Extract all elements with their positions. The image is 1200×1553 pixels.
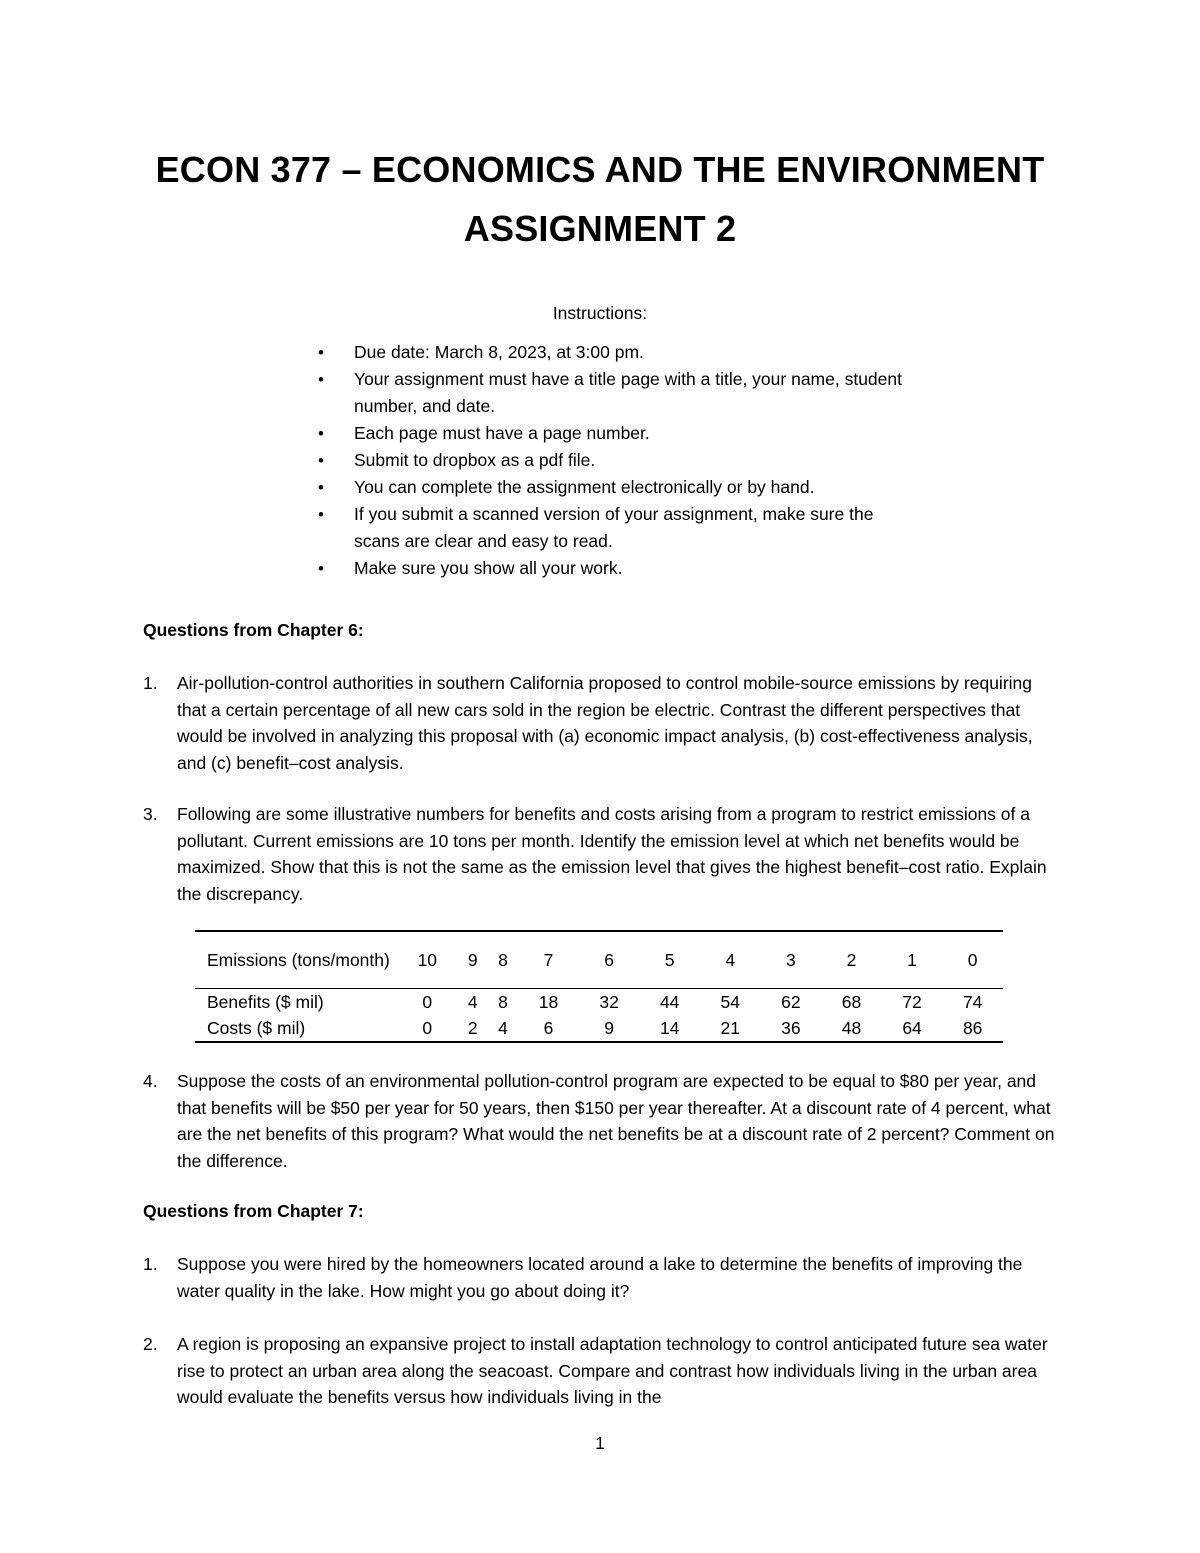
question-text: Following are some illustrative numbers for benefits and costs arising from a program to restrict emissions of a pollutant. Current emissions are 10 tons per month. Identify the emission level at which net benefits would be maximized. Show that this is not the same as the emission level that gives the highest benefit–cost ratio. Explain the discrepancy. bbox=[177, 804, 1047, 904]
table-cell: 2 bbox=[467, 1018, 478, 1038]
question-number: 1. bbox=[143, 1254, 158, 1274]
table-cell: 21 bbox=[720, 1018, 740, 1038]
table-cell: 8 bbox=[498, 992, 508, 1012]
chapter7-heading: Questions from Chapter 7: bbox=[143, 1201, 364, 1221]
instruction-item: • If you submit a scanned version of your assignment, make sure the scans are clear and easy to read. bbox=[314, 501, 914, 555]
costs-label: Costs ($ mil) bbox=[207, 1018, 306, 1038]
chapter6-heading: Questions from Chapter 6: bbox=[143, 620, 364, 640]
table-cell: 7 bbox=[518, 931, 579, 989]
instruction-item: • Make sure you show all your work. bbox=[314, 555, 914, 582]
page-number: 1 bbox=[595, 1433, 605, 1453]
ch6-question-4 bbox=[143, 1068, 1063, 1174]
table-cell: 0 bbox=[942, 931, 1003, 989]
question-text: A region is proposing an expansive project to install adaptation technology to control anticipated future sea water rise to protect an urban area along the seacoast. Compare and contrast how individuals living in the urban area would evaluate the benefits versus how individuals living in the bbox=[177, 1334, 1048, 1407]
ch6-question-3 bbox=[143, 801, 1063, 907]
table-cell: 4 bbox=[498, 1018, 508, 1038]
table-cell: 9 bbox=[604, 1018, 614, 1038]
instruction-item: • You can complete the assignment electronically or by hand. bbox=[314, 474, 914, 501]
instructions-list bbox=[314, 339, 914, 582]
question-number: 4. bbox=[143, 1071, 158, 1091]
question-number: 3. bbox=[143, 804, 158, 824]
question-text: Suppose you were hired by the homeowners located around a lake to determine the benefits of improving the water quality in the lake. How might you go about doing it? bbox=[177, 1254, 1023, 1301]
ch7-question-2 bbox=[143, 1331, 1063, 1411]
table-cell: 62 bbox=[781, 992, 801, 1012]
table-cell: 54 bbox=[720, 992, 740, 1012]
benefit-cost-table bbox=[195, 930, 1003, 1043]
table-cell: 6 bbox=[579, 931, 640, 989]
table-cell: 5 bbox=[639, 931, 700, 989]
table-cell: 44 bbox=[659, 992, 680, 1012]
table-cell: 10 bbox=[397, 931, 458, 989]
table-row bbox=[195, 1015, 1003, 1042]
emissions-label: Emissions (tons/month) bbox=[195, 931, 397, 989]
instruction-item: • Submit to dropbox as a pdf file. bbox=[314, 447, 914, 474]
table-cell: 4 bbox=[700, 931, 761, 989]
table-cell: 86 bbox=[962, 1018, 983, 1038]
course-title: ECON 377 – ECONOMICS AND THE ENVIRONMENT bbox=[155, 149, 1045, 190]
table-cell: 9 bbox=[458, 931, 488, 989]
table-cell: 48 bbox=[841, 1018, 862, 1038]
instructions-heading: Instructions: bbox=[552, 303, 648, 323]
table-cell: 4 bbox=[467, 992, 478, 1012]
question-text: Air-pollution-control authorities in southern California proposed to control mobile-source emissions by requiring that a certain percentage of all new cars sold in the region be electric. Contrast the different perspectives that would be involved in analyzing this proposal with (a) economic impact analysis, (b) cost-effectiveness analysis, and (c) benefit–cost analysis. bbox=[177, 673, 1033, 773]
benefits-label: Benefits ($ mil) bbox=[207, 992, 324, 1012]
table-cell: 18 bbox=[538, 992, 559, 1012]
table-cell: 3 bbox=[761, 931, 822, 989]
table-row bbox=[195, 989, 1003, 1016]
question-text: Suppose the costs of an environmental pollution-control program are expected to be equal to $80 per year, and that benefits will be $50 per year for 50 years, then $150 per year thereafter. At a discount rate of 4 percent, what are the net benefits of this program? What would the net benefits be at a discount rate of 2 percent? Comment on the difference. bbox=[177, 1071, 1055, 1171]
table-row bbox=[195, 931, 1003, 989]
table-cell: 14 bbox=[659, 1018, 680, 1038]
table-cell: 72 bbox=[902, 992, 922, 1012]
table-cell: 1 bbox=[882, 931, 943, 989]
table-cell: 36 bbox=[781, 1018, 801, 1038]
table-cell: 6 bbox=[543, 1018, 554, 1038]
table-cell: 68 bbox=[841, 992, 862, 1012]
table-cell: 0 bbox=[422, 992, 433, 1012]
table-cell: 74 bbox=[962, 992, 983, 1012]
assignment-title: ASSIGNMENT 2 bbox=[463, 208, 737, 249]
ch7-question-1 bbox=[143, 1251, 1063, 1304]
instruction-item: • Each page must have a page number. bbox=[314, 420, 914, 447]
ch6-question-1 bbox=[143, 670, 1063, 776]
question-number: 2. bbox=[143, 1334, 158, 1354]
table-cell: 32 bbox=[599, 992, 619, 1012]
instruction-item: • Due date: March 8, 2023, at 3:00 pm. bbox=[314, 339, 914, 366]
table-cell: 8 bbox=[488, 931, 518, 989]
table-cell: 0 bbox=[422, 1018, 433, 1038]
table-cell: 2 bbox=[821, 931, 882, 989]
instruction-item: • Your assignment must have a title page with a title, your name, student number, and date. bbox=[314, 366, 914, 420]
question-number: 1. bbox=[143, 673, 158, 693]
table-cell: 64 bbox=[902, 1018, 922, 1038]
